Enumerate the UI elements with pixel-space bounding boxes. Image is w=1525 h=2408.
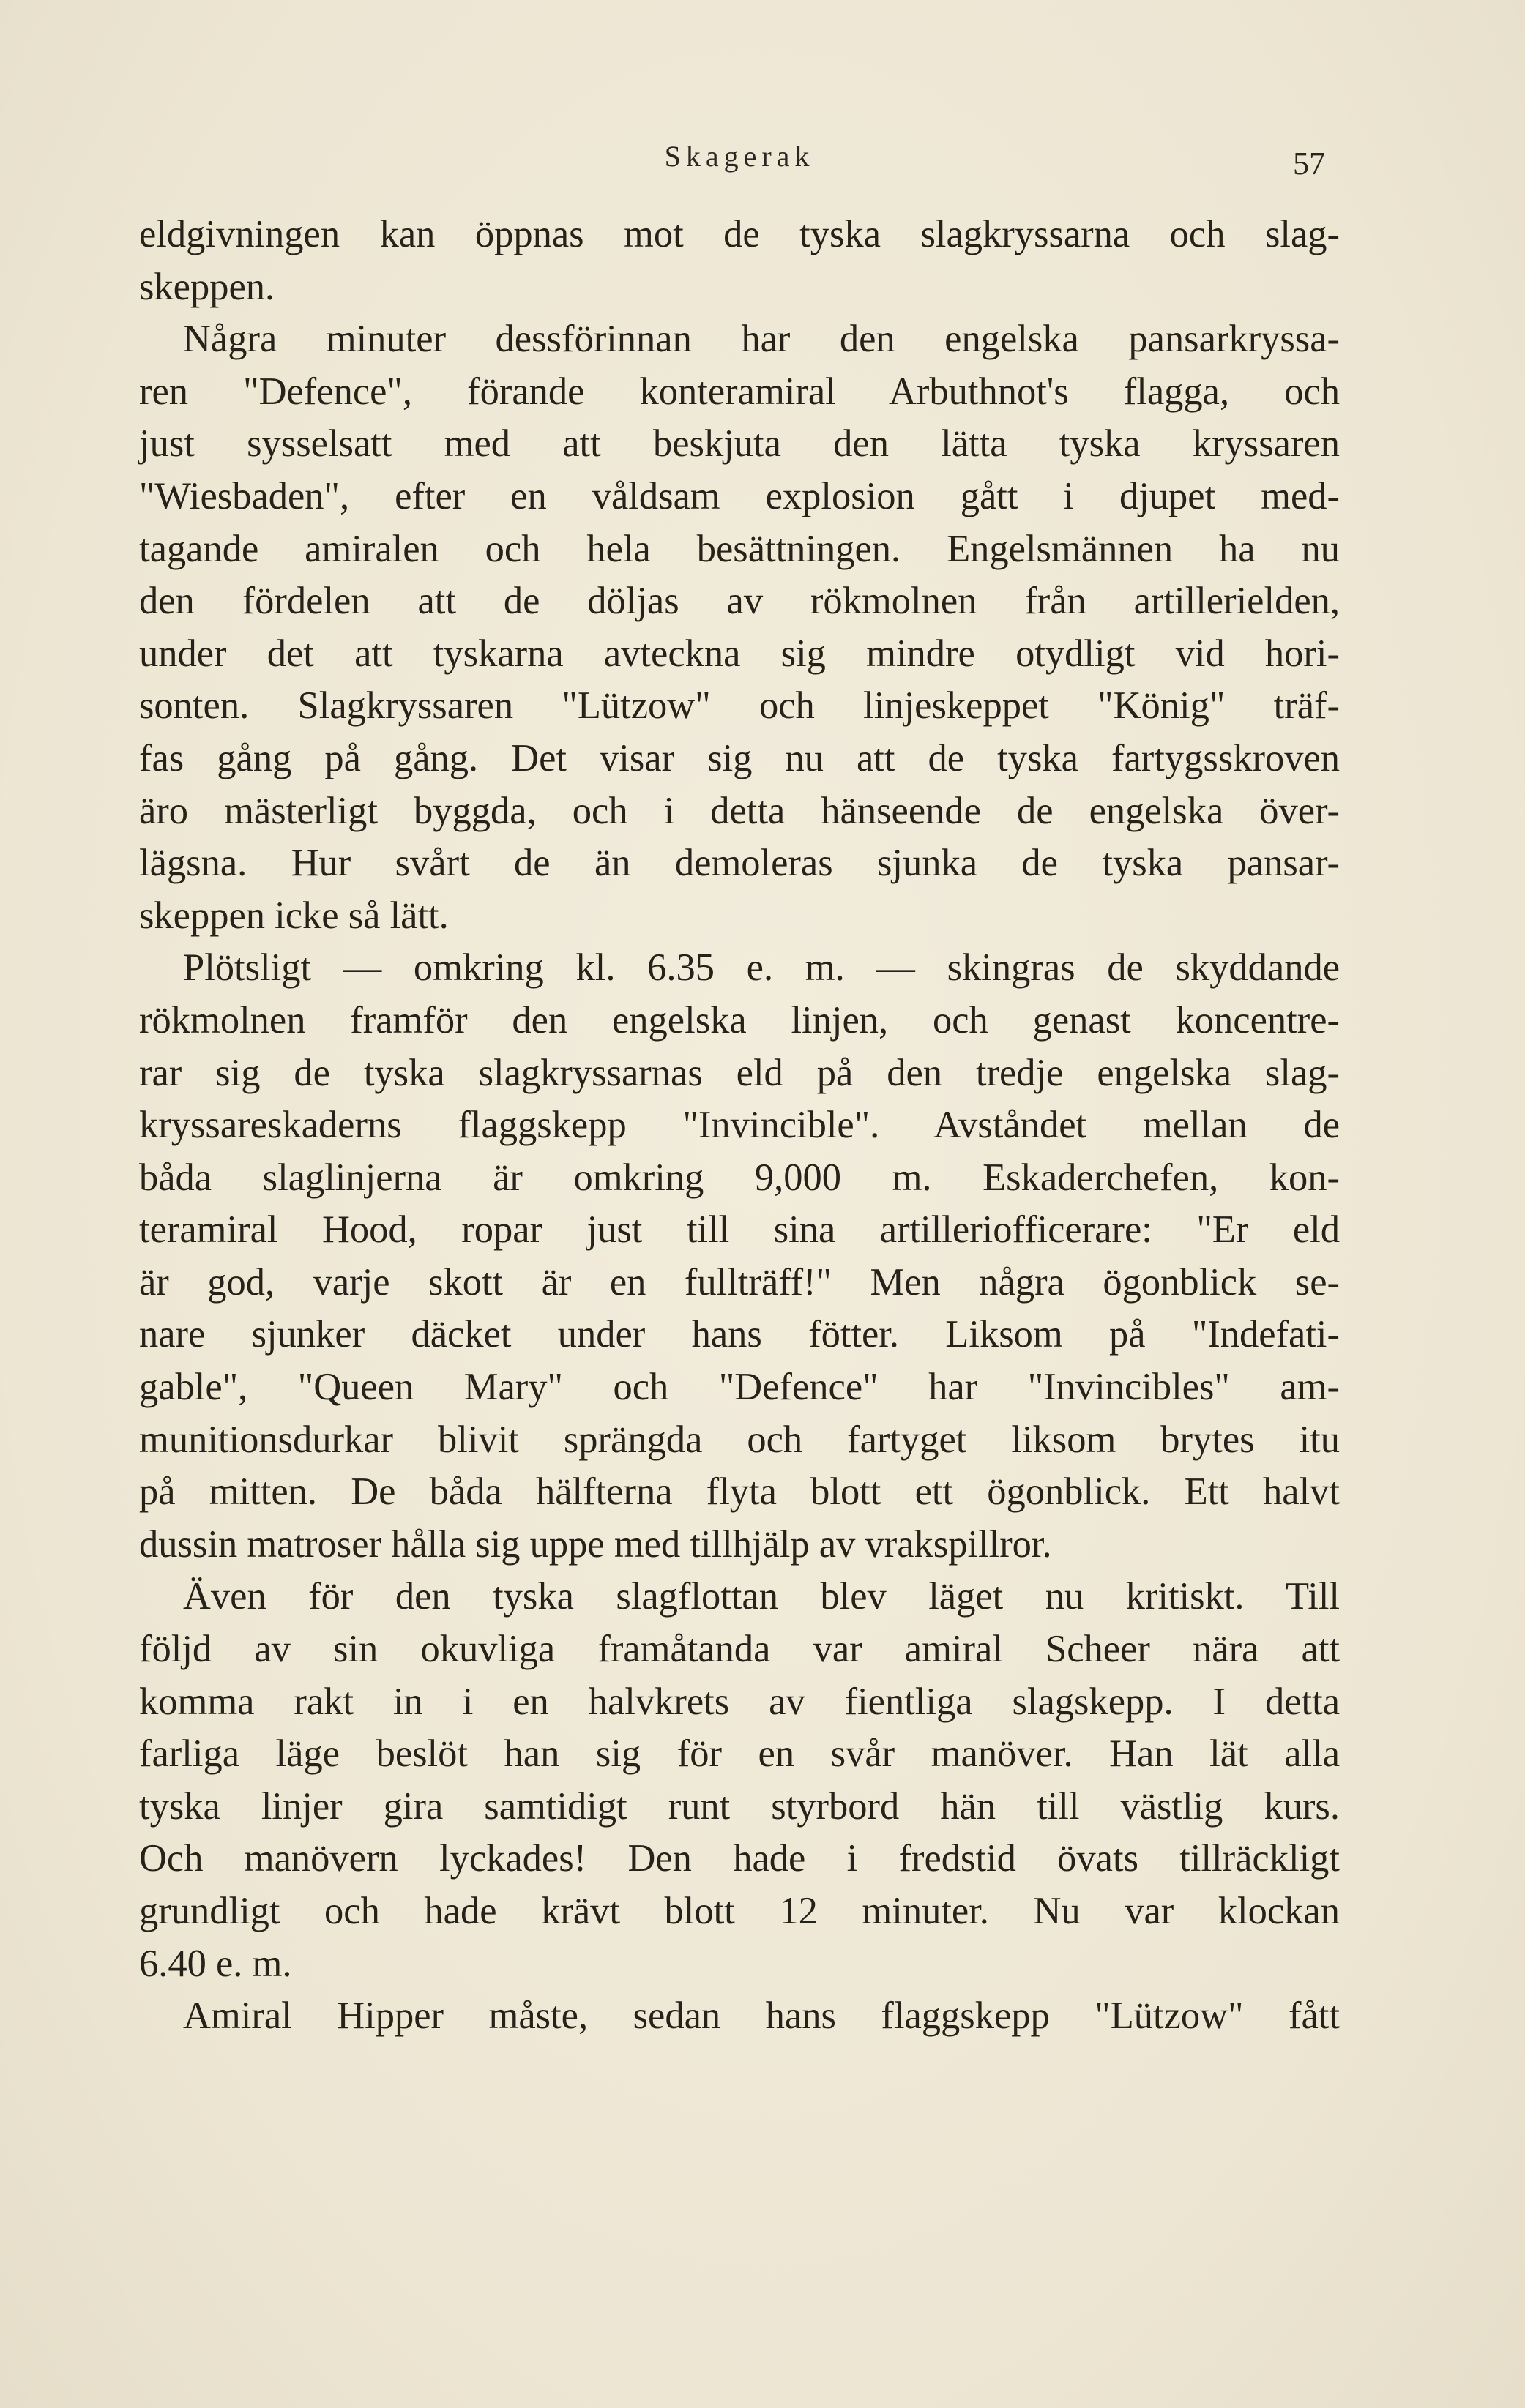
text-line: tyska linjer gira samtidigt runt styrbord hän till västlig kurs. <box>139 1784 1340 1828</box>
text-line: skeppen icke så lätt. <box>139 894 449 937</box>
text-line: ren "Defence", förande konteramiral Arbuthnot's flagga, och <box>139 370 1340 413</box>
paragraph-first-line: Några minuter dessförinnan har den engelska pansarkryssa- <box>183 318 1340 361</box>
text-line: båda slaglinjerna är omkring 9,000 m. Eskaderchefen, kon- <box>139 1156 1340 1199</box>
text-line: dussin matroser hålla sig uppe med tillhjälp av vrakspillror. <box>139 1522 1052 1566</box>
text-line: Och manövern lyckades! Den hade i fredstid övats tillräckligt <box>139 1837 1340 1880</box>
running-header <box>139 139 1340 190</box>
body-text <box>139 209 1340 2043</box>
text-line: är god, varje skott är en fullträff!" Men några ögonblick se- <box>139 1260 1340 1304</box>
text-line: skeppen. <box>139 265 275 308</box>
paragraph-first-line: Även för den tyska slagflottan blev läget nu kritiskt. Till <box>183 1575 1340 1618</box>
running-title: Skagerak <box>664 140 815 173</box>
text-line: komma rakt in i en halvkrets av fientliga slagskepp. I detta <box>139 1680 1340 1723</box>
text-line: 6.40 e. m. <box>139 1942 292 1985</box>
text-line: rökmolnen framför den engelska linjen, och genast koncentre- <box>139 998 1340 1042</box>
text-line: fas gång på gång. Det visar sig nu att de tyska fartygsskroven <box>139 736 1340 779</box>
text-line: "Wiesbaden", efter en våldsam explosion gått i djupet med- <box>139 474 1340 517</box>
text-line: gable", "Queen Mary" och "Defence" har "Invincibles" am- <box>139 1366 1340 1409</box>
text-line: sonten. Slagkryssaren "Lützow" och linjeskeppet "König" träf- <box>139 684 1340 728</box>
paragraph-first-line: Plötsligt — omkring kl. 6.35 e. m. — skingras de skyddande <box>183 946 1340 990</box>
page-number: 57 <box>1293 146 1325 182</box>
text-line: farliga läge beslöt han sig för en svår manöver. Han lät alla <box>139 1732 1340 1776</box>
text-line: under det att tyskarna avteckna sig mindre otydligt vid hori- <box>139 632 1340 675</box>
text-line: följd av sin okuvliga framåtanda var amiral Scheer nära att <box>139 1628 1340 1671</box>
text-line: den fördelen att de döljas av rökmolnen från artillerielden, <box>139 580 1340 623</box>
text-line: tagande amiralen och hela besättningen. Engelsmännen ha nu <box>139 527 1340 570</box>
text-line: äro mästerligt byggda, och i detta hänseende de engelska över- <box>139 789 1340 832</box>
text-line: rar sig de tyska slagkryssarnas eld på den tredje engelska slag- <box>139 1051 1340 1094</box>
text-line: nare sjunker däcket under hans fötter. Liksom på "Indefati- <box>139 1313 1340 1356</box>
text-line: kryssareskaderns flaggskepp "Invincible". Avståndet mellan de <box>139 1104 1340 1147</box>
text-line: lägsna. Hur svårt de än demoleras sjunka de tyska pansar- <box>139 842 1340 885</box>
paragraph-first-line: Amiral Hipper måste, sedan hans flaggskepp "Lützow" fått <box>183 1994 1340 2038</box>
text-line: grundligt och hade krävt blott 12 minuter. Nu var klockan <box>139 1890 1340 1932</box>
text-line: teramiral Hood, ropar just till sina artilleriofficerare: "Er eld <box>139 1208 1340 1252</box>
text-line: på mitten. De båda hälfterna flyta blott ett ögonblick. Ett halvt <box>139 1470 1340 1514</box>
text-line: just sysselsatt med att beskjuta den lätta tyska kryssaren <box>139 422 1340 465</box>
text-line: munitionsdurkar blivit sprängda och fartyget liksom brytes itu <box>139 1418 1340 1461</box>
text-line: eldgivningen kan öppnas mot de tyska slagkryssarna och slag- <box>139 213 1340 255</box>
